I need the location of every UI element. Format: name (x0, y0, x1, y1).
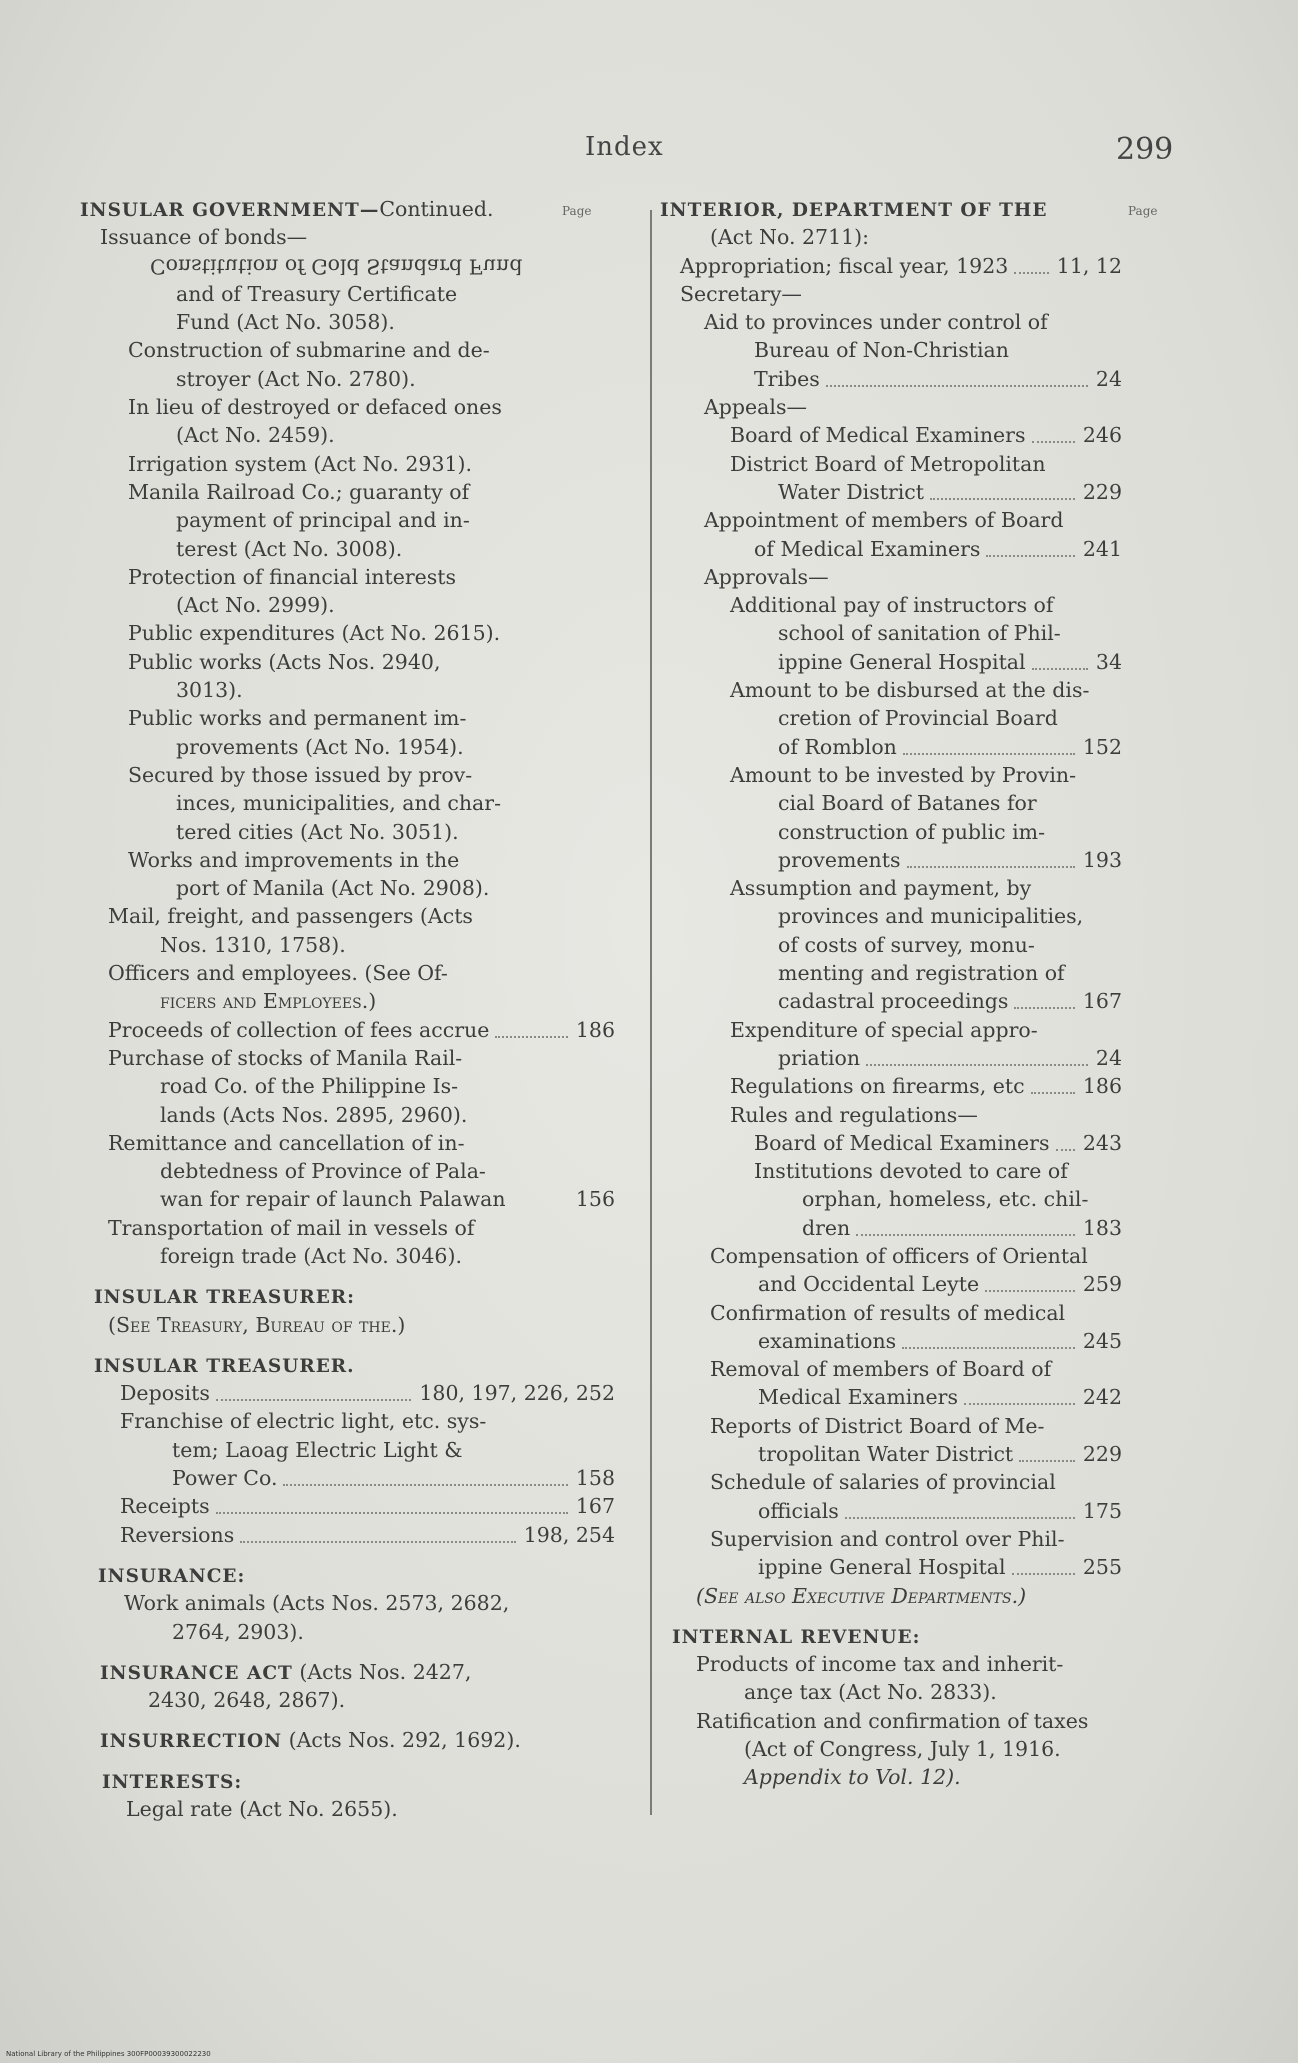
entry-text: provements (778, 847, 901, 872)
index-entry (80, 252, 620, 280)
index-entry (660, 1072, 1130, 1100)
entry-text: Reports of District Board of Me- (710, 1413, 1045, 1438)
entry-text: Mail, freight, and passengers (Acts (108, 904, 473, 929)
index-entry (80, 1351, 620, 1379)
index-entry (80, 563, 620, 591)
entry-text: 2430, 2648, 2867). (148, 1688, 346, 1713)
dot-leader (1019, 1440, 1075, 1462)
entry-text: payment of principal and in- (176, 508, 470, 533)
entry-text: Board of Medical Examiners (730, 423, 1026, 448)
entry-page-ref: 158 (575, 1466, 615, 1491)
entry-text: stroyer (Act No. 2780). (176, 366, 416, 391)
entry-page-ref: 183 (1082, 1215, 1122, 1240)
dot-leader (826, 365, 1088, 387)
index-entry (660, 1242, 1130, 1270)
dot-leader (930, 478, 1075, 500)
entry-text: Purchase of stocks of Manila Rail- (108, 1045, 463, 1070)
dot-leader (866, 1044, 1088, 1066)
entry-text: dren (802, 1215, 851, 1240)
index-entry (660, 195, 1158, 223)
entry-text: Products of income tax and inherit- (696, 1652, 1064, 1677)
index-entry (80, 280, 620, 308)
index-entry (80, 1072, 620, 1100)
index-entry (660, 676, 1130, 704)
entry-text: (See Treasury, Bureau of the.) (108, 1312, 406, 1337)
index-entry (660, 1553, 1130, 1581)
index-entry (80, 1214, 620, 1242)
entry-text: Bureau of Non-Christian (754, 338, 1009, 363)
index-entry (660, 535, 1130, 563)
entry-page-ref: 229 (1082, 479, 1122, 504)
index-entry (660, 252, 1130, 280)
index-entry (80, 1044, 620, 1072)
index-entry (660, 450, 1130, 478)
index-entry (80, 733, 620, 761)
entry-text: inces, municipalities, and char- (176, 791, 501, 816)
entry-text: examinations (758, 1328, 897, 1353)
dot-leader (1014, 252, 1049, 274)
dot-leader (1056, 1129, 1075, 1151)
entry-text: Assumption and payment, by (730, 876, 1032, 901)
entry-page-ref: 11, 12 (1056, 253, 1122, 278)
entry-text: tered cities (Act No. 3051). (176, 819, 459, 844)
entry-text: tropolitan Water District (758, 1442, 1014, 1467)
entry-page-ref: 255 (1082, 1555, 1122, 1580)
index-entry (660, 619, 1130, 647)
index-entry (80, 393, 620, 421)
entry-text: Manila Railroad Co.; guaranty of (128, 479, 470, 504)
index-entry (660, 393, 1130, 421)
index-entry (80, 223, 620, 251)
index-entry (660, 1270, 1130, 1298)
index-entry (660, 1214, 1130, 1242)
index-entry (80, 1618, 620, 1646)
entry-page-ref: 180, 197, 226, 252 (419, 1381, 615, 1406)
entry-text: cadastral proceedings (778, 989, 1009, 1014)
index-entry (80, 195, 620, 223)
index-entry (80, 1282, 620, 1310)
index-entry (80, 1726, 620, 1754)
entry-text: Deposits (120, 1381, 210, 1406)
index-entry (80, 1016, 620, 1044)
index-entry (80, 1767, 620, 1795)
index-entry (660, 1622, 1130, 1650)
index-entry (660, 1707, 1130, 1735)
entry-page-ref: 167 (575, 1494, 615, 1519)
entry-text: terest (Act No. 3008). (176, 536, 403, 561)
dot-leader (986, 535, 1075, 557)
entry-page-ref: 246 (1082, 423, 1122, 448)
entry-text: Compensation of officers of Oriental (710, 1243, 1088, 1268)
index-entry (80, 902, 620, 930)
entry-text: Remittance and cancellation of in- (108, 1130, 465, 1155)
index-entry (660, 1383, 1130, 1411)
index-entry (80, 1521, 620, 1549)
index-entry (80, 1407, 620, 1435)
index-entry (660, 1650, 1130, 1678)
index-entry (80, 619, 620, 647)
entry-text: debtedness of Province of Pala- (160, 1159, 486, 1184)
entry-text: Proceeds of collection of fees accrue (108, 1017, 490, 1042)
entry-text: Schedule of salaries of provincial (710, 1470, 1056, 1495)
entry-text: Removal of members of Board of (710, 1357, 1052, 1382)
entry-text: INSURRECTION (Acts Nos. 292, 1692). (100, 1728, 521, 1753)
entry-text: Officers and employees. (See Of- (108, 961, 448, 986)
index-entry (660, 1497, 1130, 1525)
index-entry (660, 1735, 1130, 1763)
entry-text: (Act No. 2711): (710, 225, 870, 250)
entry-text: Additional pay of instructors of (730, 593, 1054, 618)
index-entry (80, 1658, 620, 1686)
entry-text: ficers and Employees.) (160, 989, 377, 1014)
entry-text: Appeals— (704, 395, 807, 420)
entry-text: lands (Acts Nos. 2895, 2960). (160, 1102, 468, 1127)
entry-text: of Romblon (778, 734, 897, 759)
index-entry (80, 761, 620, 789)
index-entry (660, 789, 1130, 817)
entry-text: Tribes (754, 366, 820, 391)
entry-page-ref: 242 (1082, 1385, 1122, 1410)
index-entry (80, 959, 620, 987)
index-entry (660, 874, 1130, 902)
index-entry (80, 506, 620, 534)
index-entry (80, 1561, 620, 1589)
index-entry (660, 1101, 1130, 1129)
entry-text: INSURANCE: (98, 1565, 246, 1587)
index-entry (660, 1299, 1130, 1327)
entry-text: Supervision and control over Phil- (710, 1526, 1065, 1551)
entry-text: Board of Medical Examiners (754, 1130, 1050, 1155)
entry-text: (See also Executive Departments.) (696, 1583, 1027, 1608)
index-column-left (80, 195, 620, 1823)
entry-text: Appendix to Vol. 12). (744, 1765, 961, 1790)
page-column-label: Page (1128, 204, 1158, 218)
index-entry (660, 1440, 1130, 1468)
entry-text: Constitution of Gold Standard Fund (150, 253, 523, 278)
entry-text: Regulations on firearms, etc (730, 1074, 1025, 1099)
index-entry (660, 1355, 1130, 1383)
entry-text: Confirmation of results of medical (710, 1300, 1066, 1325)
index-entry (660, 308, 1130, 336)
index-entry (660, 336, 1130, 364)
index-entry (660, 1468, 1130, 1496)
entry-text: ançe tax (Act No. 2833). (744, 1680, 997, 1705)
index-entry (660, 931, 1130, 959)
entry-text: of costs of survey, monu- (778, 932, 1035, 957)
entry-text: Ratification and confirmation of taxes (696, 1708, 1089, 1733)
dot-leader (903, 733, 1075, 755)
entry-text: ippine General Hospital (758, 1555, 1006, 1580)
index-entry (660, 648, 1130, 676)
index-entry (80, 365, 620, 393)
entry-text: INSULAR TREASURER: (94, 1287, 356, 1309)
entry-text: INSURANCE ACT (Acts Nos. 2427, (100, 1659, 472, 1684)
entry-page-ref: 243 (1082, 1130, 1122, 1155)
dot-leader (1012, 1553, 1075, 1575)
entry-text: Franchise of electric light, etc. sys- (120, 1409, 487, 1434)
dot-leader (856, 1214, 1075, 1236)
index-entry (80, 846, 620, 874)
index-entry (80, 450, 620, 478)
index-entry (80, 591, 620, 619)
index-entry (660, 1327, 1130, 1355)
index-entry (660, 1525, 1130, 1553)
entry-page-ref: 229 (1082, 1442, 1122, 1467)
entry-text: Rules and regulations— (730, 1102, 978, 1127)
entry-text: Amount to be disbursed at the dis- (730, 678, 1090, 703)
dot-leader (964, 1383, 1075, 1405)
entry-text: road Co. of the Philippine Is- (160, 1074, 459, 1099)
entry-text: officials (758, 1498, 839, 1523)
entry-page-ref: 193 (1082, 847, 1122, 872)
entry-text: Appointment of members of Board (704, 508, 1064, 533)
index-entry (80, 336, 620, 364)
index-entry (660, 365, 1130, 393)
page-column-label: Page (562, 204, 592, 218)
index-entry (80, 421, 620, 449)
index-entry (80, 478, 620, 506)
index-entry (660, 563, 1130, 591)
entry-text: school of sanitation of Phil- (778, 621, 1061, 646)
dot-leader (1014, 987, 1075, 1009)
entry-text: Works and improvements in the (128, 847, 460, 872)
entry-text: Fund (Act No. 3058). (176, 310, 395, 335)
entry-page-ref: 167 (1082, 989, 1122, 1014)
entry-text: Amount to be invested by Provin- (730, 762, 1077, 787)
index-entry (80, 1589, 620, 1617)
index-entry (660, 591, 1130, 619)
dot-leader (1032, 648, 1088, 670)
index-entry (660, 280, 1130, 308)
index-entry (660, 987, 1130, 1015)
entry-text: Medical Examiners (758, 1385, 958, 1410)
entry-text: Expenditure of special appro- (730, 1017, 1038, 1042)
index-entry (80, 1795, 620, 1823)
entry-text: orphan, homeless, etc. chil- (802, 1187, 1089, 1212)
index-entry (80, 535, 620, 563)
index-entry (660, 704, 1130, 732)
entry-text: (Act of Congress, July 1, 1916. (744, 1737, 1061, 1762)
entry-text: cretion of Provincial Board (778, 706, 1058, 731)
entry-text: Appropriation; fiscal year, 1923 (680, 253, 1009, 278)
entry-text: 2764, 2903). (172, 1619, 304, 1644)
index-entry (660, 733, 1130, 761)
entry-page-ref: 175 (1082, 1498, 1122, 1523)
entry-text: Power Co. (172, 1466, 278, 1491)
entry-text: menting and registration of (778, 961, 1065, 986)
entry-page-ref: 34 (1095, 649, 1122, 674)
entry-page-ref: 259 (1082, 1272, 1122, 1297)
entry-text: Irrigation system (Act No. 2931). (128, 451, 473, 476)
entry-page-ref: 156 (575, 1187, 615, 1212)
index-entry (80, 1129, 620, 1157)
index-entry (660, 223, 1130, 251)
index-entry (80, 648, 620, 676)
entry-page-ref: 245 (1082, 1328, 1122, 1353)
entry-text: 3013). (176, 678, 243, 703)
entry-page-ref: 24 (1095, 366, 1122, 391)
entry-text: INSULAR GOVERNMENT—Continued. (80, 197, 494, 221)
index-entry (660, 846, 1130, 874)
entry-text: provements (Act No. 1954). (176, 734, 464, 759)
entry-text: Issuance of bonds— (100, 225, 308, 250)
index-entry (660, 902, 1130, 930)
index-entry (80, 1492, 620, 1520)
entry-text: priation (778, 1045, 861, 1070)
index-entry (660, 1582, 1130, 1610)
dot-leader (283, 1464, 568, 1486)
entry-page-ref: 152 (1082, 734, 1122, 759)
column-divider (650, 210, 652, 1815)
entry-text: District Board of Metropolitan (730, 451, 1046, 476)
dot-leader (1031, 1072, 1075, 1094)
entry-text: Construction of submarine and de- (128, 338, 490, 363)
dot-leader (902, 1327, 1075, 1349)
entry-text: Nos. 1310, 1758). (160, 932, 346, 957)
index-column-right (660, 195, 1158, 1792)
entry-text: provinces and municipalities, (778, 904, 1084, 929)
entry-text: Secured by those issued by prov- (128, 762, 473, 787)
entry-text: Secretary— (680, 281, 802, 306)
entry-text: of Medical Examiners (754, 536, 981, 561)
index-entry (660, 959, 1130, 987)
index-entry (660, 1763, 1130, 1791)
entry-text: Water District (778, 479, 925, 504)
index-entry (80, 1686, 620, 1714)
entry-page-ref: 24 (1095, 1045, 1122, 1070)
entry-text: INSULAR TREASURER. (94, 1355, 355, 1377)
index-entry (660, 1044, 1130, 1072)
entry-text: Reversions (120, 1522, 235, 1547)
entry-text: and of Treasury Certificate (176, 281, 458, 306)
running-header-title: Index (585, 132, 664, 162)
index-entry (660, 1185, 1130, 1213)
entry-text: Public works (Acts Nos. 2940, (128, 649, 441, 674)
entry-text: Aid to provinces under control of (704, 310, 1048, 335)
index-entry (80, 676, 620, 704)
entry-text: INTERNAL REVENUE: (672, 1626, 921, 1648)
index-entry (80, 931, 620, 959)
entry-text: Legal rate (Act No. 2655). (126, 1797, 398, 1822)
dot-leader (240, 1521, 516, 1543)
index-entry (660, 1412, 1130, 1440)
dot-leader (216, 1379, 411, 1401)
index-entry (80, 1379, 620, 1407)
scan-footer: National Library of the Philippines 300FP00039300022230 (6, 2050, 211, 2058)
dot-leader (985, 1270, 1075, 1292)
entry-text: foreign trade (Act No. 3046). (160, 1243, 462, 1268)
entry-text: (Act No. 2459). (176, 423, 335, 448)
index-entry (80, 1185, 620, 1213)
index-entry (660, 761, 1130, 789)
page-number: 299 (1116, 132, 1174, 167)
entry-text: Transportation of mail in vessels of (108, 1215, 475, 1240)
index-entry (80, 704, 620, 732)
dot-leader (495, 1016, 568, 1038)
entry-text: INTERESTS: (102, 1771, 243, 1793)
index-entry (80, 818, 620, 846)
dot-leader (1032, 421, 1075, 443)
index-entry (80, 987, 620, 1015)
index-entry (80, 1157, 620, 1185)
dot-leader (216, 1492, 568, 1514)
entry-text: and Occidental Leyte (758, 1272, 980, 1297)
index-entry (80, 1242, 620, 1270)
entry-text: Approvals— (704, 564, 829, 589)
index-entry (660, 1016, 1130, 1044)
index-entry (80, 789, 620, 817)
entry-text: port of Manila (Act No. 2908). (176, 876, 490, 901)
index-entry (80, 874, 620, 902)
index-entry (660, 506, 1130, 534)
index-entry (80, 1464, 620, 1492)
entry-page-ref: 186 (575, 1017, 615, 1042)
entry-text: Institutions devoted to care of (754, 1159, 1068, 1184)
dot-leader (907, 846, 1075, 868)
index-entry (660, 818, 1130, 846)
index-entry (80, 308, 620, 336)
entry-text: ippine General Hospital (778, 649, 1026, 674)
entry-text: construction of public im- (778, 819, 1046, 844)
index-entry (660, 1129, 1130, 1157)
entry-text: Receipts (120, 1494, 210, 1519)
index-entry (660, 478, 1130, 506)
index-entry (80, 1311, 620, 1339)
entry-text: INTERIOR, DEPARTMENT OF THE (660, 200, 1048, 221)
entry-text: Protection of financial interests (128, 564, 457, 589)
entry-page-ref: 241 (1082, 536, 1122, 561)
index-entry (660, 1678, 1130, 1706)
entry-text: cial Board of Batanes for (778, 791, 1037, 816)
entry-text: Public works and permanent im- (128, 706, 467, 731)
index-entry (80, 1436, 620, 1464)
entry-page-ref: 198, 254 (523, 1522, 615, 1547)
dot-leader (845, 1497, 1075, 1519)
entry-text: Work animals (Acts Nos. 2573, 2682, (124, 1591, 510, 1616)
entry-text: Public expenditures (Act No. 2615). (128, 621, 501, 646)
index-entry (660, 421, 1130, 449)
entry-page-ref: 186 (1082, 1074, 1122, 1099)
entry-text: In lieu of destroyed or defaced ones (128, 395, 502, 420)
entry-text: wan for repair of launch Palawan (160, 1187, 506, 1212)
entry-text: tem; Laoag Electric Light & (172, 1437, 463, 1462)
index-entry (660, 1157, 1130, 1185)
entry-text: (Act No. 2999). (176, 593, 335, 618)
index-entry (80, 1101, 620, 1129)
